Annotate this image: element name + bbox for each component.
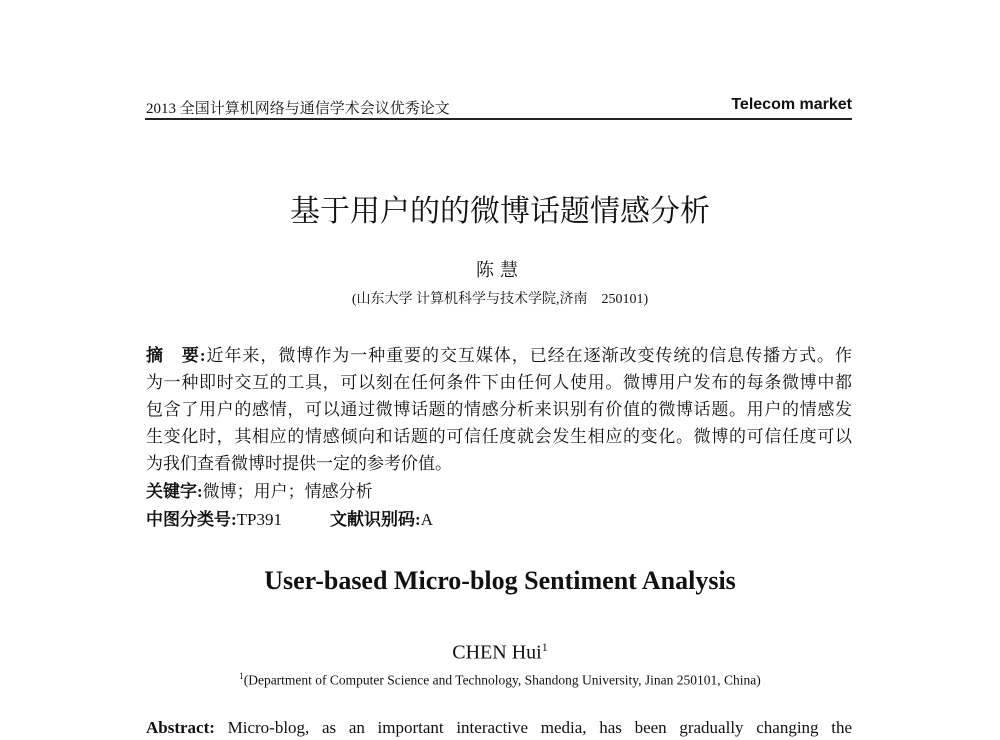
- paper-title-cn: 基于用户的的微博话题情感分析: [290, 194, 710, 229]
- author-en-sup: 1: [541, 640, 548, 654]
- affiliation-en: [0, 671, 1000, 689]
- affiliation-en-sup: 1: [239, 671, 244, 681]
- abstract-en-text: Micro-blog, as an important interactive media, has been gradually changing the: [227, 718, 852, 737]
- author-cn: 陈慧: [476, 260, 524, 280]
- paper-title-en: User-based Micro-blog Sentiment Analysis: [264, 566, 736, 595]
- doc-code-value: A: [420, 510, 433, 529]
- affiliation-cn: (山东大学 计算机科学与技术学院,济南 250101): [351, 292, 649, 307]
- abstract-en: [146, 718, 852, 738]
- classification-line: [146, 505, 433, 530]
- author-en: [0, 640, 1000, 665]
- affiliation-en-text: (Department of Computer Science and Technology, Shandong University, Jinan 250101, China): [243, 672, 761, 688]
- clc-label: 中图分类号:: [146, 510, 237, 529]
- abstract-cn-line: 为我们查看微博时提供一定的参考价值。: [146, 454, 452, 473]
- abstract-cn-label: 摘 要:: [146, 346, 206, 365]
- abstract-cn-line: 生变化时，其相应的情感倾向和话题的可信任度就会发生相应的变化。微博的可信任度可以: [146, 427, 852, 446]
- keywords-cn: [146, 477, 373, 502]
- running-header-left: 2013 全国计算机网络与通信学术会议优秀论文: [146, 101, 450, 117]
- clc-value: TP391: [236, 510, 283, 529]
- abstract-en-label: Abstract:: [146, 718, 215, 737]
- header-rule: [145, 118, 852, 120]
- running-header-right: Telecom market: [731, 96, 852, 113]
- keywords-label: 关键字:: [146, 482, 203, 501]
- abstract-cn-line: [146, 341, 852, 366]
- author-en-name: CHEN Hui: [452, 641, 542, 664]
- abstract-cn-line: 包含了用户的感情，可以通过微博话题的情感分析来识别有价值的微博话题。用户的情感发: [146, 400, 852, 419]
- doc-code-label: 文献识别码:: [330, 510, 421, 529]
- abstract-cn-line: 为一种即时交互的工具，可以刻在任何条件下由任何人使用。微博用户发布的每条微博中都: [146, 373, 852, 392]
- abstract-cn-text: 近年来，微博作为一种重要的交互媒体，已经在逐渐改变传统的信息传播方式。作: [205, 346, 853, 365]
- keywords-value: 微博；用户；情感分析: [202, 482, 373, 501]
